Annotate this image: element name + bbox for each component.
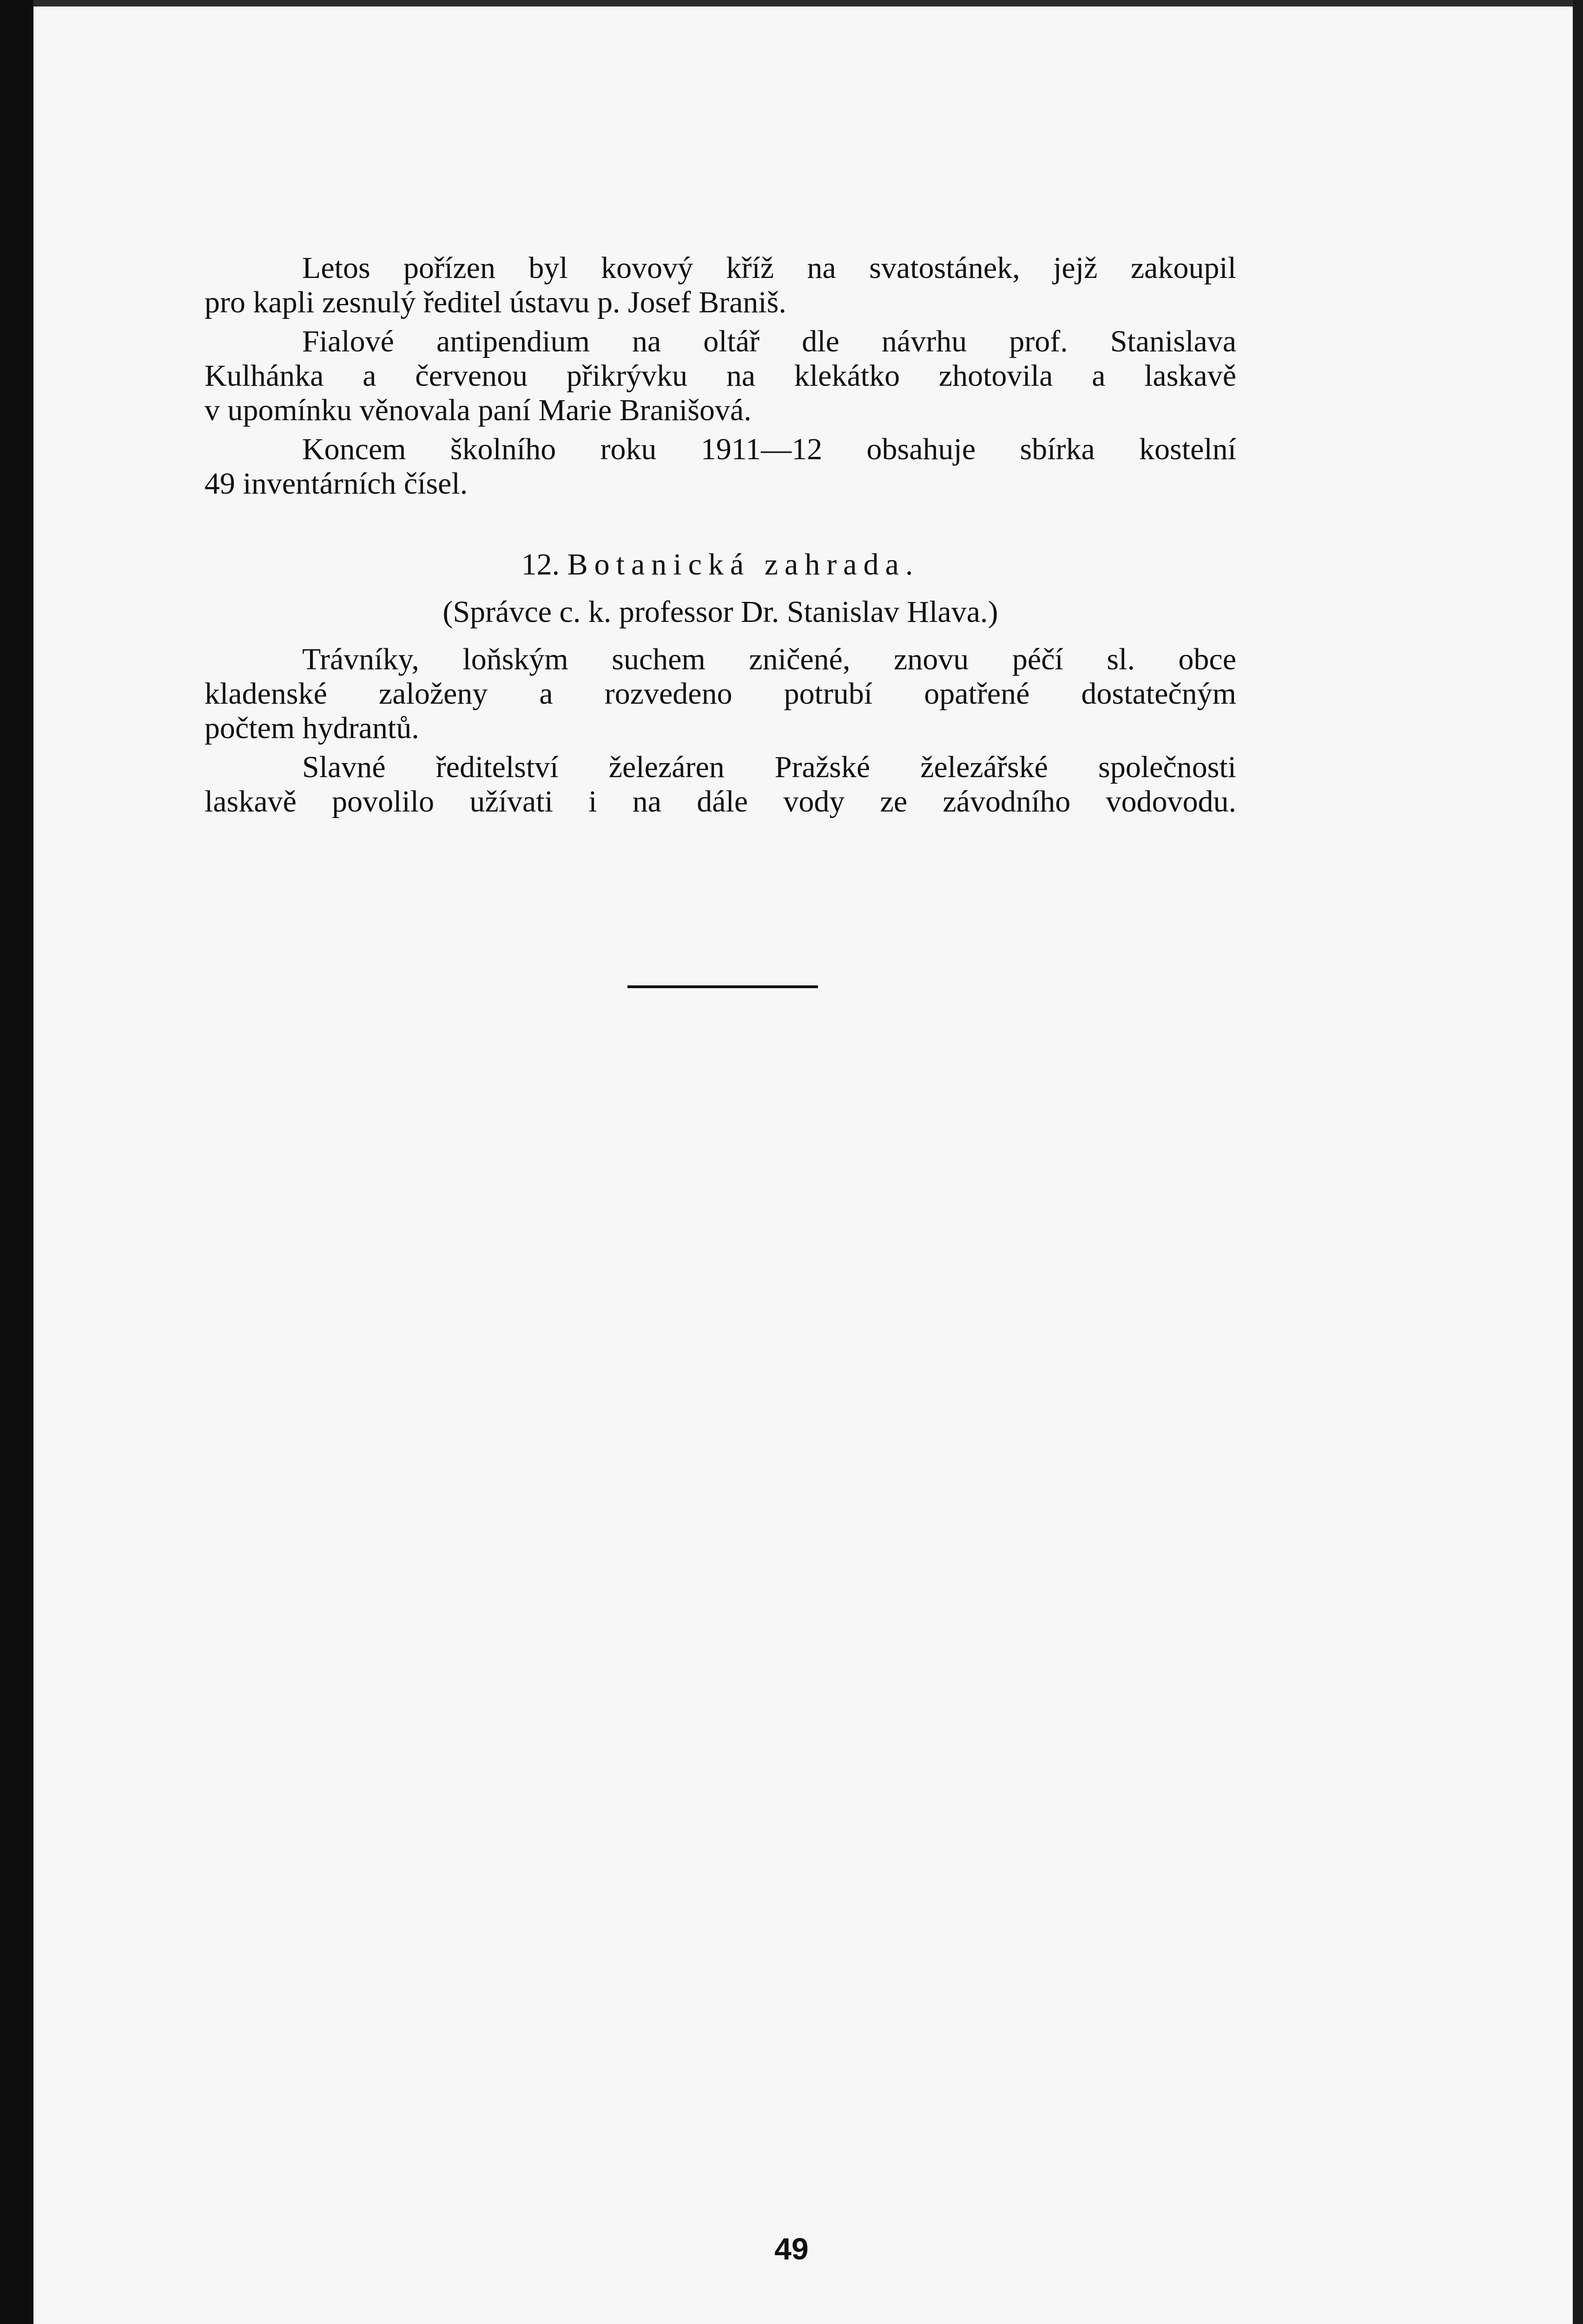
section-subtitle: (Správce c. k. professor Dr. Stanislav Hlava.) bbox=[442, 595, 998, 629]
paragraph-cross bbox=[204, 251, 1236, 320]
section-divider bbox=[627, 985, 818, 988]
page-number: 49 bbox=[774, 2232, 809, 2266]
paragraph-water bbox=[204, 750, 1236, 819]
section-heading bbox=[204, 548, 1236, 582]
text-line: Letos pořízen byl kovový kříž na svatostánek, jejž zakoupil bbox=[302, 251, 1236, 285]
text-line: Kulhánka a červenou přikrývku na klekátko zhotovila a laskavě bbox=[204, 359, 1236, 393]
section-title: Botanická zahrada. bbox=[567, 548, 920, 581]
text-line: pro kapli zesnulý ředitel ústavu p. Josef Braniš. bbox=[204, 285, 786, 319]
paragraph-antipendium bbox=[204, 324, 1236, 428]
scan-edge-right bbox=[1573, 0, 1583, 2324]
text-line: počtem hydrantů. bbox=[204, 711, 419, 745]
text-line: 49 inventárních čísel. bbox=[204, 467, 468, 501]
text-line: Slavné ředitelství železáren Pražské železářské společnosti bbox=[302, 750, 1236, 784]
scan-edge-left bbox=[0, 0, 33, 2324]
paragraph-inventory bbox=[204, 432, 1236, 501]
text-line: laskavě povolilo užívati i na dále vody ze závodního vodovodu. bbox=[204, 785, 1236, 819]
text-line: v upomínku věnovala paní Marie Branišová. bbox=[204, 393, 752, 427]
section-number: 12. bbox=[521, 548, 560, 581]
paragraph-lawns bbox=[204, 642, 1236, 746]
text-line: Trávníky, loňským suchem zničené, znovu péčí sl. obce bbox=[302, 642, 1236, 676]
text-line: Koncem školního roku 1911—12 obsahuje sbírka kostelní bbox=[302, 432, 1236, 466]
scan-edge-top bbox=[0, 0, 1583, 7]
text-line: kladenské založeny a rozvedeno potrubí opatřené dostatečným bbox=[204, 677, 1236, 711]
text-line: Fialové antipendium na oltář dle návrhu prof. Stanislava bbox=[302, 324, 1236, 358]
page-body bbox=[204, 251, 1236, 824]
